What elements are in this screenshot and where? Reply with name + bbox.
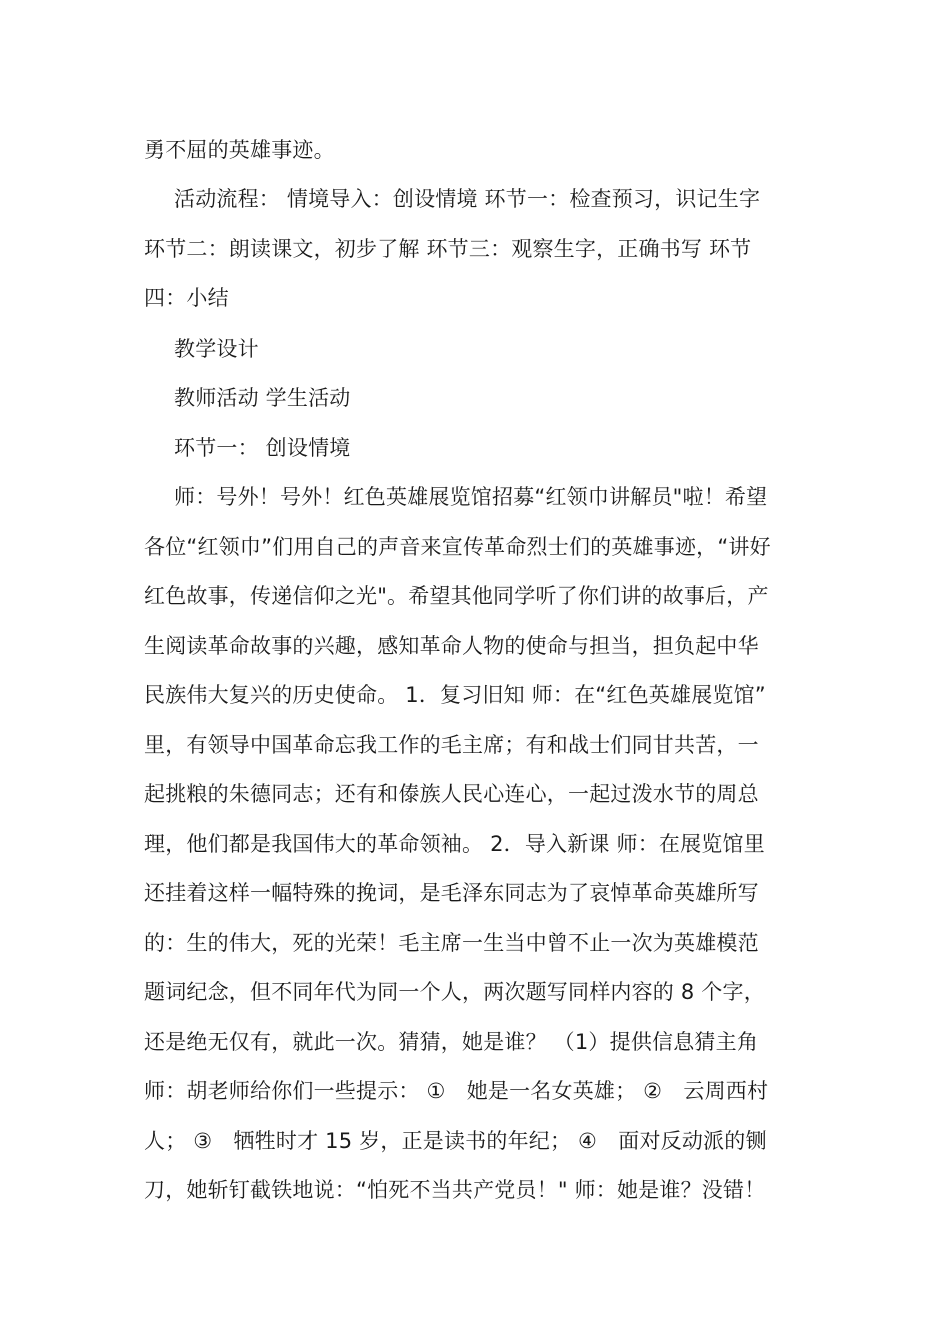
text-line: 还挂着这样一幅特殊的挽词，是毛泽东同志为了哀悼革命英雄所写: [144, 881, 759, 905]
heading-activities: [144, 374, 808, 424]
heading-teaching-design: [144, 325, 808, 375]
text-line: 各位“红领巾”们用自己的声音来宣传革命烈士们的英雄事迹，“讲好: [144, 534, 771, 559]
text-line: 环节一： 创设情境: [174, 436, 351, 460]
text-line: 的：生的伟大，死的光荣！毛主席一生当中曾不止一次为英雄模范: [144, 930, 759, 955]
text-line: 起挑粮的朱德同志；还有和傣族人民心连心，一起过泼水节的周总: [144, 782, 759, 806]
text-line: 人； ③ 牺牲时才 15 岁，正是读书的年纪； ④ 面对反动派的铡: [144, 1128, 767, 1153]
text-line: 师：胡老师给你们一些提示： ① 她是一名女英雄； ② 云周西村: [144, 1079, 769, 1103]
text-line: 勇不屈的英雄事迹。: [144, 138, 335, 162]
paragraph-teacher-speech: [144, 473, 808, 1216]
text-line: 师：号外！号外！红色英雄展览馆招募“红领巾讲解员"啦！希望: [174, 485, 768, 509]
text-line: 四：小结: [144, 286, 229, 310]
text-line: 理，他们都是我国伟大的革命领袖。 2．导入新课 师：在展览馆里: [144, 831, 765, 856]
text-line: 民族伟大复兴的历史使命。 1．复习旧知 师：在“红色英雄展览馆”: [144, 683, 766, 707]
text-line: 题词纪念，但不同年代为同一个人，两次题写同样内容的 8 个字，: [144, 980, 765, 1004]
text-line: 教师活动 学生活动: [174, 386, 351, 410]
text-line: 里，有领导中国革命忘我工作的毛主席；有和战士们同甘共苦，一: [144, 732, 759, 757]
text-line: 还是绝无仅有，就此一次。猜猜，她是谁？ （1）提供信息猜主角: [144, 1029, 759, 1054]
text-line: 生阅读革命故事的兴趣，感知革命人物的使命与担当，担负起中华: [144, 633, 759, 658]
heading-section-one: [144, 424, 808, 474]
text-line: 教学设计: [174, 337, 259, 361]
paragraph-intro-tail: [144, 126, 808, 176]
text-line: 红色故事，传递信仰之光"。希望其他同学听了你们讲的故事后，产: [144, 584, 769, 608]
paragraph-activity-flow: [144, 175, 808, 324]
text-line: 活动流程： 情境导入：创设情境 环节一：检查预习，识记生字: [174, 187, 761, 211]
text-line: 刀，她斩钉截铁地说：“怕死不当共产党员！" 师：她是谁？没错！: [144, 1178, 766, 1202]
text-line: 环节二：朗读课文，初步了解 环节三：观察生字，正确书写 环节: [144, 236, 752, 261]
